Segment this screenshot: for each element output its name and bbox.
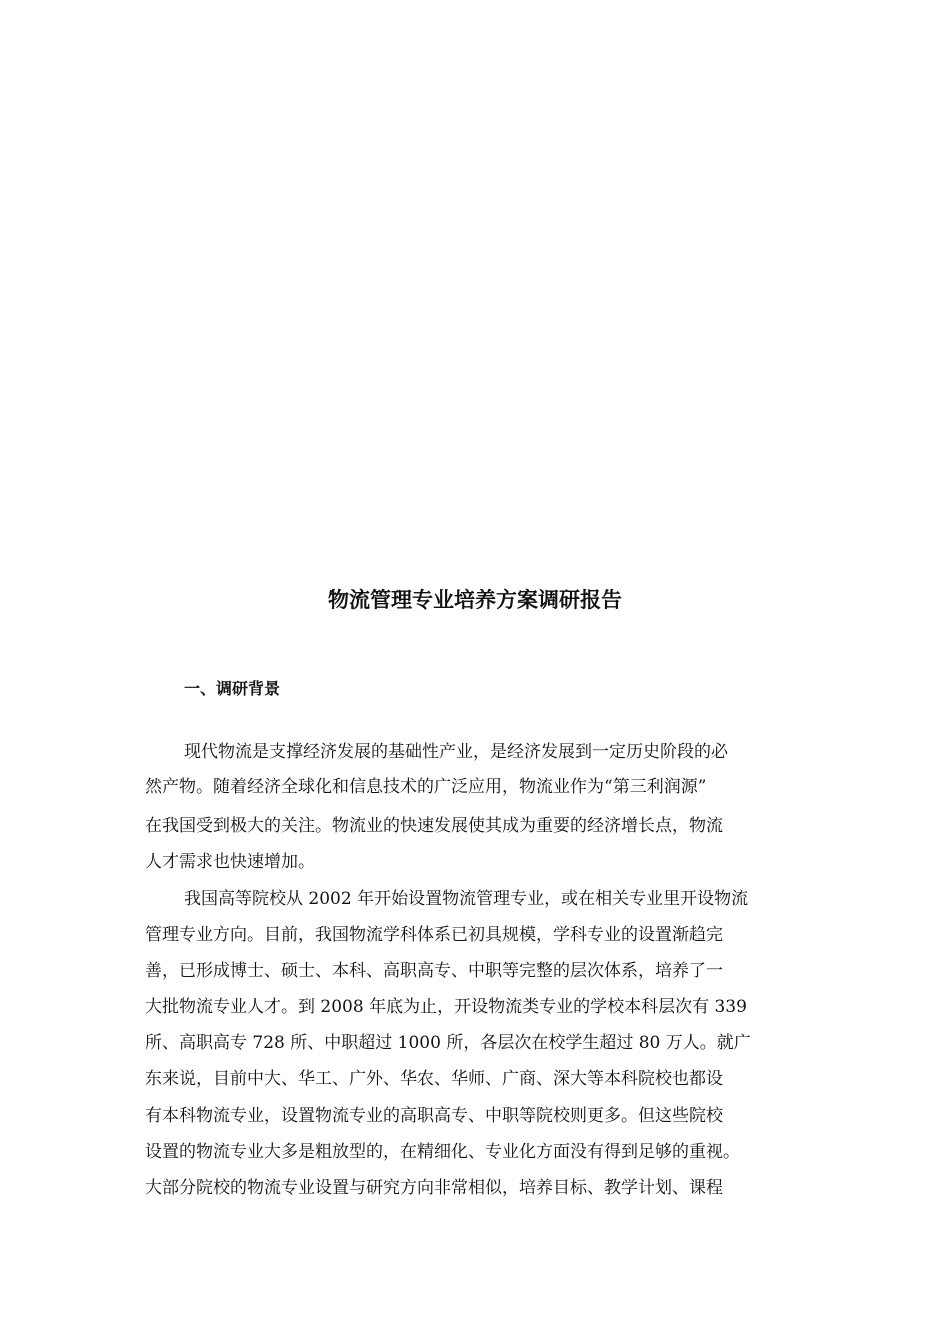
paragraph-1-line: 现代物流是支撑经济发展的基础性产业，是经济发展到一定历史阶段的必 — [184, 742, 728, 762]
paragraph-1-line: 然产物。随着经济全球化和信息技术的广泛应用，物流业作为“第三利润源” — [145, 777, 707, 797]
paragraph-2-line: 管理专业方向。目前，我国物流学科体系已初具规模，学科专业的设置渐趋完 — [145, 925, 723, 945]
section-heading-background: 一、调研背景 — [184, 679, 281, 698]
paragraph-2-line: 有本科物流专业，设置物流专业的高职高专、中职等院校则更多。但这些院校 — [145, 1106, 723, 1126]
document-title: 物流管理专业培养方案调研报告 — [328, 588, 622, 612]
paragraph-2-line: 东来说，目前中大、华工、广外、华农、华师、广商、深大等本科院校也都设 — [145, 1069, 723, 1089]
paragraph-2-line: 所、高职高专 728 所、中职超过 1000 所，各层次在校学生超过 80 万人。就广 — [145, 1033, 751, 1053]
paragraph-1-line: 人才需求也快速增加。 — [145, 852, 315, 872]
paragraph-2-line: 设置的物流专业大多是粗放型的，在精细化、专业化方面没有得到足够的重视。 — [145, 1142, 740, 1162]
paragraph-2-line: 大部分院校的物流专业设置与研究方向非常相似，培养目标、教学计划、课程 — [145, 1178, 723, 1198]
paragraph-2-line: 大批物流专业人才。到 2008 年底为止，开设物流类专业的学校本科层次有 339 — [145, 997, 747, 1017]
paragraph-2-line: 我国高等院校从 2002 年开始设置物流管理专业，或在相关专业里开设物流 — [184, 889, 749, 909]
paragraph-2-line: 善，已形成博士、硕士、本科、高职高专、中职等完整的层次体系，培养了一 — [145, 961, 723, 981]
paragraph-1-line: 在我国受到极大的关注。物流业的快速发展使其成为重要的经济增长点，物流 — [145, 816, 723, 836]
